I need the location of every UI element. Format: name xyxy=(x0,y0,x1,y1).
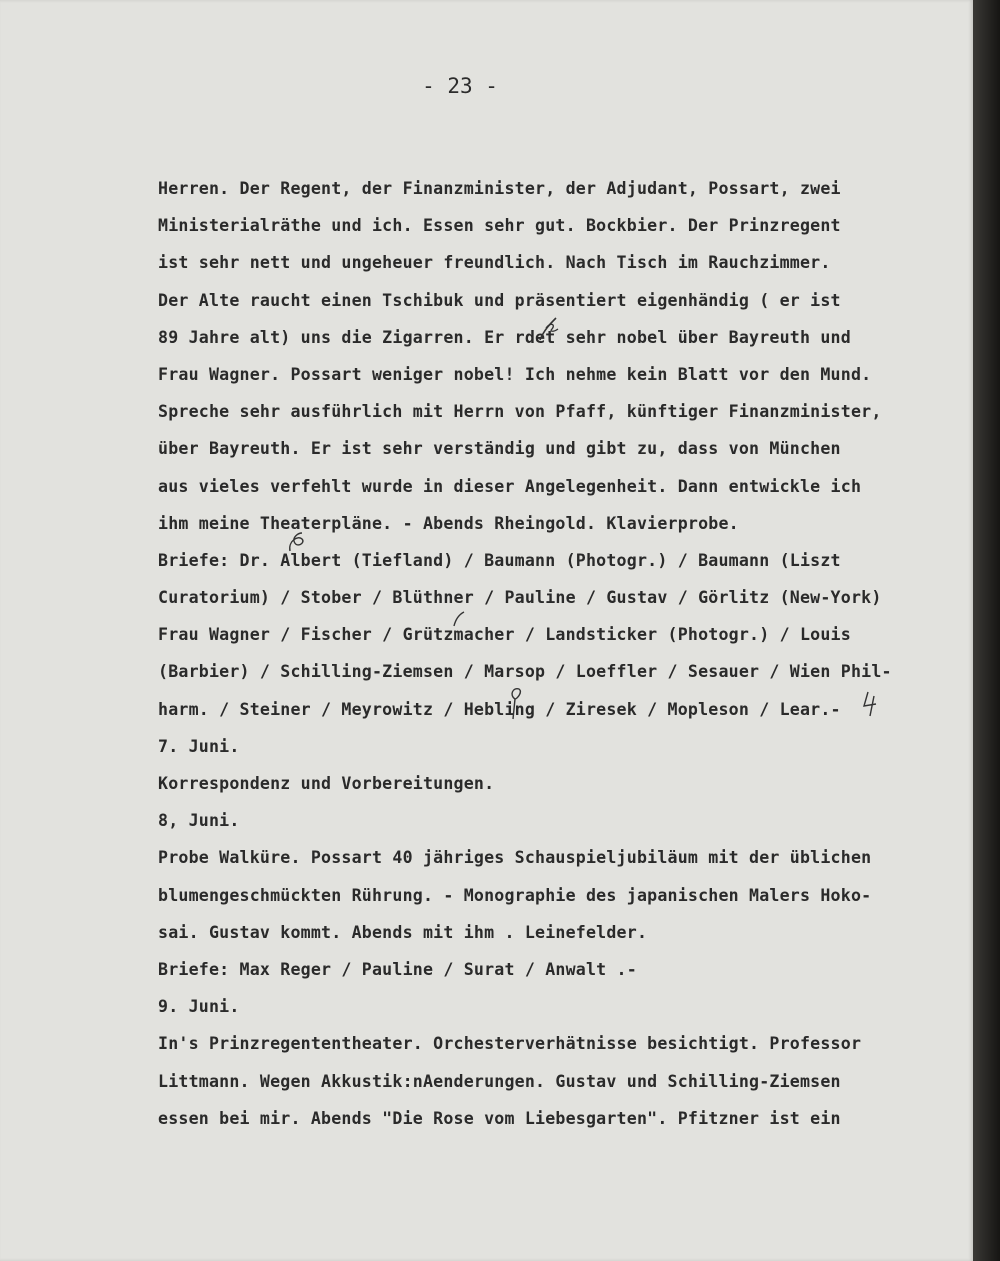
text-line: sai. Gustav kommt. Abends mit ihm . Leinefelder. xyxy=(158,922,648,942)
text-line: Curatorium) / Stober / Blüthner / Pauline / Gustav / Görlitz (New-York) xyxy=(158,588,882,608)
text-line: Probe Walküre. Possart 40 jähriges Schauspieljubiläum mit der üblichen xyxy=(158,848,872,868)
typed-text-block xyxy=(158,170,973,1137)
text-line: über Bayreuth. Er ist sehr verständig und gibt zu, dass von München xyxy=(158,439,841,459)
text-line: Frau Wagner. Possart weniger nobel! Ich nehme kein Blatt vor den Mund. xyxy=(158,364,872,384)
text-line: Korrespondenz und Vorbereitungen. xyxy=(158,774,495,793)
text-line: Frau Wagner / Fischer / Grützmacher / Landsticker (Photogr.) / Louis xyxy=(158,625,851,645)
text-line: In's Prinzregententheater. Orchesterverhätnisse besichtigt. Professor xyxy=(158,1034,862,1054)
page-number: - 23 - xyxy=(422,74,498,98)
text-line: Herren. Der Regent, der Finanzminister, der Adjudant, Possart, zwei xyxy=(158,179,841,198)
date-heading: 9. Juni. xyxy=(158,997,240,1017)
text-line: blumengeschmückten Rührung. - Monographie des japanischen Malers Hoko- xyxy=(158,885,872,905)
text-line: ihm meine Theaterpläne. - Abends Rheingold. Klavierprobe. xyxy=(158,513,739,533)
handwritten-correction-mark xyxy=(860,688,884,720)
text-line: 89 Jahre alt) uns die Zigarren. Er rdet sehr nobel über Bayreuth und xyxy=(158,327,851,347)
handwritten-correction-mark xyxy=(450,608,470,630)
text-line: ist sehr nett und ungeheuer freundlich. Nach Tisch im Rauchzimmer. xyxy=(158,253,831,273)
text-line: harm. / Steiner / Meyrowitz / Hebling / Ziresek / Mopleson / Lear.- xyxy=(158,699,841,719)
text-line: Briefe: Dr. Albert (Tiefland) / Baumann (Photogr.) / Baumann (Liszt xyxy=(158,550,841,570)
handwritten-correction-mark xyxy=(284,531,308,557)
text-line: Littmann. Wegen Akkustik:nAenderungen. Gustav und Schilling-Ziemsen xyxy=(158,1071,841,1091)
handwritten-correction-mark xyxy=(505,683,527,723)
text-line: Ministerialräthe und ich. Essen sehr gut. Bockbier. Der Prinzregent xyxy=(158,216,841,236)
text-line: Briefe: Max Reger / Pauline / Surat / Anwalt .- xyxy=(158,959,637,979)
text-line: essen bei mir. Abends "Die Rose vom Liebesgarten". Pfitzner ist ein xyxy=(158,1108,841,1128)
text-line: aus vieles verfehlt wurde in dieser Angelegenheit. Dann entwickle ich xyxy=(158,476,862,496)
text-line: Spreche sehr ausführlich mit Herrn von Pfaff, künftiger Finanzminister, xyxy=(158,402,882,422)
scan-edge xyxy=(973,0,1000,1261)
text-line: Der Alte raucht einen Tschibuk und präsentiert eigenhändig ( er ist xyxy=(158,290,841,310)
handwritten-correction-mark xyxy=(536,316,562,346)
date-heading: 8, Juni. xyxy=(158,811,240,831)
date-heading: 7. Juni. xyxy=(158,736,240,756)
text-line: (Barbier) / Schilling-Ziemsen / Marsop / Loeffler / Sesauer / Wien Phil- xyxy=(158,662,892,682)
